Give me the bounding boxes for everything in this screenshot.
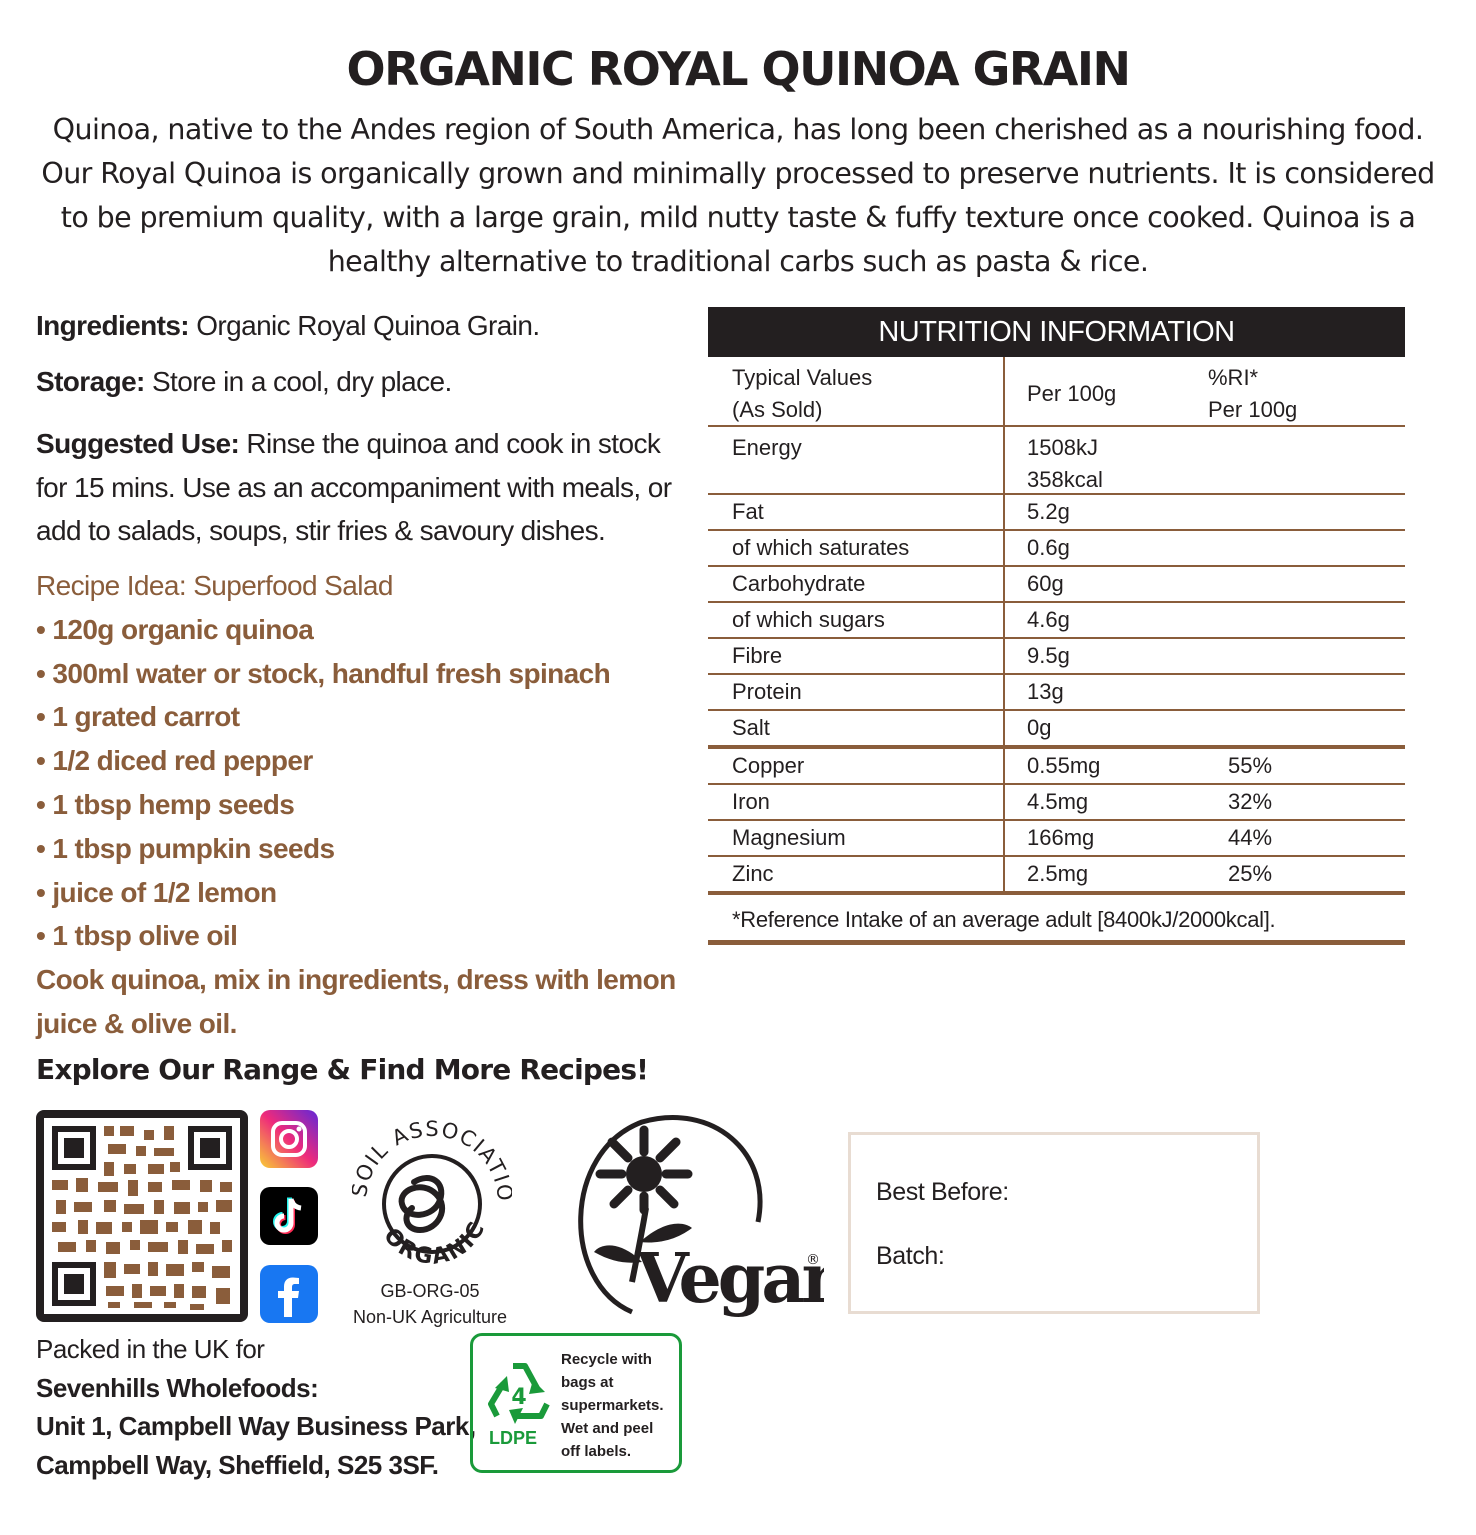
recipe-item: • 120g organic quinoa xyxy=(36,613,314,645)
address-line: Campbell Way, Sheffield, S25 3SF. xyxy=(36,1449,439,1480)
storage-text: Store in a cool, dry place. xyxy=(144,366,452,397)
recipe-item: • 300ml water or stock, handful fresh spinach xyxy=(36,657,611,689)
nutrient-name: Energy xyxy=(732,435,802,460)
recipe-title: Recipe Idea: Superfood Salad xyxy=(36,570,393,601)
facebook-icon[interactable] xyxy=(260,1265,318,1323)
recycle-icon xyxy=(483,1358,555,1426)
recipe-item: • 1 tbsp olive oil xyxy=(36,920,238,952)
soil-association-logo xyxy=(352,1112,512,1282)
nutrient-name: Salt xyxy=(732,715,770,740)
nutrient-name: Fibre xyxy=(732,643,783,668)
nutrition-row xyxy=(708,749,1405,785)
recycle-number: 4 xyxy=(511,1385,527,1410)
nutrient-ri: 55% xyxy=(1228,753,1273,778)
nutrient-name: Iron xyxy=(732,789,770,814)
nutrient-per100: 5.2g xyxy=(1027,499,1070,524)
soil-ring-text: OIL ASSOCIATI xyxy=(352,1116,512,1187)
recipe-item: • 1 tbsp pumpkin seeds xyxy=(36,832,335,864)
nutrient-per100: 9.5g xyxy=(1027,643,1070,668)
nutrition-row-energy xyxy=(708,427,1405,495)
nutrition-row xyxy=(708,675,1405,711)
recycle-line: Recycle with xyxy=(561,1351,652,1368)
nutrition-row xyxy=(708,785,1405,821)
nutrient-name: Magnesium xyxy=(732,825,846,850)
nutrient-ri: 25% xyxy=(1228,861,1273,886)
nutrition-row xyxy=(708,603,1405,639)
nutrient-name: Protein xyxy=(732,679,802,704)
storage-label: Storage: xyxy=(36,366,145,397)
nutrition-row xyxy=(708,857,1405,895)
storage xyxy=(36,366,686,398)
nutrition-row xyxy=(708,567,1405,603)
nutrient-ri: 44% xyxy=(1228,825,1273,850)
nutrition-footnote: *Reference Intake of an average adult [8400kJ/2000kcal]. xyxy=(708,895,1405,945)
ingredients xyxy=(36,310,686,342)
nutrient-name: Carbohydrate xyxy=(732,571,866,596)
ingredients-label: Ingredients: xyxy=(36,310,190,341)
nutrient-name: Copper xyxy=(732,753,805,778)
col-typical-values: Typical Values xyxy=(732,365,873,390)
packed-line: Packed in the UK for xyxy=(36,1334,265,1364)
recycle-line: off labels. xyxy=(561,1443,632,1460)
nutrient-per100: 4.6g xyxy=(1027,607,1070,632)
recipe-item: • 1/2 diced red pepper xyxy=(36,745,313,777)
best-before-label: Best Before: xyxy=(876,1178,1009,1206)
nutrition-table xyxy=(708,307,1405,945)
nutrient-ri: 32% xyxy=(1228,789,1273,814)
nutrition-row xyxy=(708,531,1405,567)
col-ri-per100: Per 100g xyxy=(1208,397,1298,422)
best-before-box xyxy=(848,1132,1260,1314)
explore-heading: Explore Our Range & Find More Recipes! xyxy=(36,1053,649,1086)
recycle-instructions xyxy=(561,1348,664,1463)
suggested-text: Rinse the quinoa and cook in stock for 15 mins. Use as an accompaniment with meals, or add to salads, soups, stir fries & savoury dishes. xyxy=(36,428,672,546)
material-code: LDPE xyxy=(489,1428,538,1448)
recipe-method: Cook quinoa, mix in ingredients, dress with lemon juice & olive oil. xyxy=(36,964,676,1039)
nutrient-per100: 13g xyxy=(1027,679,1064,704)
nutrient-per100: 0g xyxy=(1027,715,1052,740)
suggested-use xyxy=(36,422,686,553)
recycle-label xyxy=(470,1333,682,1473)
tiktok-icon[interactable] xyxy=(260,1187,318,1245)
address-line: Unit 1, Campbell Way Business Park, xyxy=(36,1411,476,1441)
recipe-item: • juice of 1/2 lemon xyxy=(36,876,277,908)
energy-kcal: 358kcal xyxy=(1027,467,1103,492)
vegan-logo xyxy=(562,1112,824,1330)
energy-kj: 1508kJ xyxy=(1027,435,1098,460)
nutrition-row xyxy=(708,495,1405,531)
col-ri: %RI* xyxy=(1208,365,1259,390)
col-as-sold: (As Sold) xyxy=(732,397,823,422)
nutrient-per100: 0.55mg xyxy=(1027,753,1101,778)
nutrient-per100: 2.5mg xyxy=(1027,861,1089,886)
registered-mark: ® xyxy=(806,1252,820,1268)
nutrient-name: of which saturates xyxy=(732,535,910,560)
organic-text: ORGANIC xyxy=(378,1216,491,1270)
batch-label: Batch: xyxy=(876,1242,945,1270)
recipe-item: • 1 tbsp hemp seeds xyxy=(36,788,295,820)
nutrition-heading: NUTRITION INFORMATION xyxy=(708,307,1405,357)
recycle-line: Wet and peel xyxy=(561,1420,654,1437)
nutrition-header-row xyxy=(708,357,1405,427)
vegan-word: Vega xyxy=(636,1239,802,1319)
ingredients-text: Organic Royal Quinoa Grain. xyxy=(189,310,540,341)
instagram-icon[interactable] xyxy=(260,1110,318,1168)
nutrient-name: of which sugars xyxy=(732,607,885,632)
recipe-idea xyxy=(36,564,686,1046)
recycle-line: supermarkets. xyxy=(561,1397,664,1414)
nutrient-per100: 60g xyxy=(1027,571,1064,596)
recycle-line: bags at xyxy=(561,1374,614,1391)
organic-code: GB-ORG-05 xyxy=(380,1281,480,1301)
nutrition-row xyxy=(708,711,1405,749)
product-title: ORGANIC ROYAL QUINOA GRAIN xyxy=(346,42,1130,96)
col-per100: Per 100g xyxy=(1027,381,1117,406)
recipe-item: • 1 grated carrot xyxy=(36,701,240,733)
suggested-label: Suggested Use: xyxy=(36,428,240,459)
nutrition-row xyxy=(708,639,1405,675)
packer-address xyxy=(36,1330,476,1484)
organic-certification xyxy=(340,1278,520,1330)
organic-origin: Non-UK Agriculture xyxy=(352,1307,508,1327)
qr-code[interactable] xyxy=(36,1110,248,1322)
nutrient-name: Fat xyxy=(732,499,764,524)
nutrient-per100: 4.5mg xyxy=(1027,789,1089,814)
nutrition-row xyxy=(708,821,1405,857)
nutrient-per100: 166mg xyxy=(1027,825,1095,850)
product-description: Quinoa, native to the Andes region of South America, has long been cherished as a nourishing food. Our Royal Quinoa is organically grown and minimally processed to preserve nutrients. It is considered to be premium quality, with a large grain, mild nutty taste & fuffy texture once cooked. Quinoa is a healthy alternative to traditional carbs such as pasta & rice. xyxy=(41,113,1435,278)
nutrient-per100: 0.6g xyxy=(1027,535,1070,560)
nutrient-name: Zinc xyxy=(732,861,774,886)
company-name: Sevenhills Wholefoods: xyxy=(36,1372,319,1403)
